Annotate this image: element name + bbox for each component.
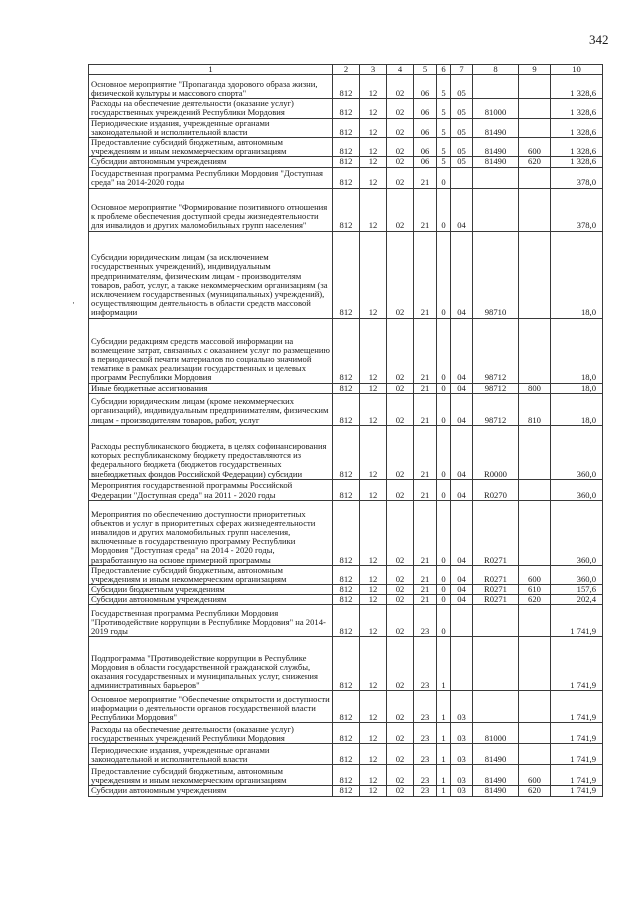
row-description: Расходы республиканского бюджета, в целях софинансирования которых республиканскому бюджету предоставляются из федерального бюджета (бюджетов государственных внебюджетных фондов Российской Федерации) субсидии [89,425,333,479]
code-direction: 98710 [473,231,519,318]
code-expense-type [519,479,551,500]
code-ministry: 812 [333,723,360,744]
code-program: 21 [414,188,437,231]
code-subsection: 02 [387,118,414,137]
row-description: Мероприятия по обеспечению доступности приоритетных объектов и услуг в приоритетных сферах жизнедеятельности инвалидов и других маломобильных групп населения, включенные в государственную программу Республики Мордовия "Доступная среда" на 2014 - 2020 годы, разработанную на основе примерной программы [89,500,333,565]
code-ministry: 812 [333,637,360,691]
amount: 18,0 [551,383,603,393]
code-direction: 81490 [473,157,519,167]
code-section: 12 [360,786,387,796]
code-expense-type [519,723,551,744]
code-ministry: 812 [333,75,360,99]
header-cell: 8 [473,65,519,75]
code-subprogram: 0 [437,167,451,188]
code-subprogram: 5 [437,99,451,118]
code-subprogram: 0 [437,188,451,231]
code-subprogram: 0 [437,479,451,500]
table-row [89,637,603,691]
code-measure: 04 [451,188,473,231]
amount: 1 328,6 [551,118,603,137]
code-ministry: 812 [333,167,360,188]
amount: 360,0 [551,479,603,500]
row-description: Основное мероприятие "Пропаганда здорового образа жизни, физической культуры и массового спорта" [89,75,333,99]
code-direction: R0271 [473,500,519,565]
code-program: 23 [414,637,437,691]
header-cell: 6 [437,65,451,75]
code-subsection: 02 [387,585,414,595]
code-program: 21 [414,585,437,595]
code-direction [473,75,519,99]
amount: 1 741,9 [551,765,603,786]
code-subprogram: 1 [437,691,451,723]
code-subprogram: 0 [437,595,451,605]
code-expense-type [519,691,551,723]
code-measure: 03 [451,765,473,786]
code-section: 12 [360,585,387,595]
code-section: 12 [360,565,387,584]
row-description: Субсидии автономным учреждениям [89,157,333,167]
code-ministry: 812 [333,786,360,796]
code-measure: 04 [451,479,473,500]
code-direction: 81490 [473,765,519,786]
code-program: 21 [414,425,437,479]
code-ministry: 812 [333,744,360,765]
code-section: 12 [360,479,387,500]
code-measure: 05 [451,99,473,118]
code-program: 23 [414,723,437,744]
code-direction: 81000 [473,723,519,744]
code-section: 12 [360,118,387,137]
table-header-row [89,65,603,75]
code-subprogram: 5 [437,118,451,137]
table-row [89,137,603,156]
code-subsection: 02 [387,318,414,383]
code-direction: 81490 [473,786,519,796]
code-measure: 04 [451,565,473,584]
amount: 360,0 [551,500,603,565]
code-expense-type: 600 [519,565,551,584]
code-program: 23 [414,691,437,723]
code-program: 21 [414,479,437,500]
code-ministry: 812 [333,585,360,595]
code-section: 12 [360,605,387,637]
row-description: Подпрограмма "Противодействие коррупции в Республике Мордовия в области государственной гражданской службы, оказания государственных и муниципальных услуг, снижения административных барьеров" [89,637,333,691]
code-subsection: 02 [387,383,414,393]
table-row [89,585,603,595]
code-expense-type [519,637,551,691]
code-ministry: 812 [333,691,360,723]
code-ministry: 812 [333,157,360,167]
code-subprogram: 0 [437,425,451,479]
code-direction: 81490 [473,744,519,765]
code-measure: 03 [451,744,473,765]
code-subsection: 02 [387,157,414,167]
code-direction [473,188,519,231]
table-row [89,75,603,99]
code-section: 12 [360,595,387,605]
code-measure: 05 [451,75,473,99]
code-expense-type: 810 [519,393,551,425]
code-measure: 03 [451,723,473,744]
amount: 1 328,6 [551,157,603,167]
code-section: 12 [360,137,387,156]
header-cell: 7 [451,65,473,75]
code-direction: 81490 [473,137,519,156]
row-description: Государственная программа Республики Мордовия "Противодействие коррупции в Республике Мордовия" на 2014-2019 годы [89,605,333,637]
code-subprogram: 0 [437,565,451,584]
code-subprogram: 1 [437,786,451,796]
code-section: 12 [360,318,387,383]
code-measure [451,605,473,637]
code-program: 21 [414,595,437,605]
code-measure: 04 [451,585,473,595]
code-section: 12 [360,393,387,425]
row-description: Предоставление субсидий бюджетным, автономным учреждениям и иным некоммерческим организациям [89,137,333,156]
code-program: 23 [414,744,437,765]
code-program: 23 [414,786,437,796]
row-description: Субсидии автономным учреждениям [89,595,333,605]
code-section: 12 [360,157,387,167]
code-direction: R0271 [473,585,519,595]
budget-table [88,64,603,797]
amount: 18,0 [551,393,603,425]
amount: 1 741,9 [551,637,603,691]
code-section: 12 [360,231,387,318]
code-expense-type [519,318,551,383]
table-row [89,744,603,765]
code-ministry: 812 [333,137,360,156]
code-subsection: 02 [387,744,414,765]
code-measure: 04 [451,500,473,565]
code-program: 21 [414,167,437,188]
code-program: 06 [414,137,437,156]
code-subprogram: 0 [437,318,451,383]
code-program: 21 [414,393,437,425]
code-ministry: 812 [333,765,360,786]
code-direction: 98712 [473,393,519,425]
code-direction: 81000 [473,99,519,118]
code-subprogram: 5 [437,137,451,156]
code-measure: 03 [451,786,473,796]
code-subsection: 02 [387,605,414,637]
code-subsection: 02 [387,99,414,118]
amount: 1 328,6 [551,137,603,156]
header-cell: 5 [414,65,437,75]
table-row [89,118,603,137]
page-number: 342 [589,32,609,47]
table-row [89,595,603,605]
code-program: 21 [414,231,437,318]
code-subprogram: 0 [437,500,451,565]
amount: 18,0 [551,318,603,383]
table-row [89,723,603,744]
amount: 202,4 [551,595,603,605]
header-cell: 3 [360,65,387,75]
code-subprogram: 0 [437,605,451,637]
code-direction [473,691,519,723]
code-program: 23 [414,765,437,786]
code-expense-type [519,605,551,637]
code-section: 12 [360,744,387,765]
amount: 378,0 [551,167,603,188]
code-expense-type [519,167,551,188]
code-measure: 05 [451,137,473,156]
code-direction: R0271 [473,565,519,584]
code-expense-type: 610 [519,585,551,595]
code-subsection: 02 [387,786,414,796]
code-ministry: 812 [333,318,360,383]
code-program: 06 [414,157,437,167]
code-program: 06 [414,99,437,118]
table-row [89,188,603,231]
row-description: Основное мероприятие "Формирование позитивного отношения к проблеме обеспечения доступной среды жизнедеятельности для инвалидов и других маломобильных групп населения" [89,188,333,231]
code-measure: 04 [451,425,473,479]
amount: 157,6 [551,585,603,595]
code-subprogram: 5 [437,75,451,99]
table-row [89,318,603,383]
code-measure: 04 [451,393,473,425]
row-description: Периодические издания, учрежденные органами законодательной и исполнительной власти [89,744,333,765]
code-subprogram: 0 [437,393,451,425]
table-row [89,479,603,500]
code-section: 12 [360,637,387,691]
code-section: 12 [360,188,387,231]
code-measure: 04 [451,383,473,393]
row-description: Субсидии автономным учреждениям [89,786,333,796]
code-subsection: 02 [387,500,414,565]
code-subsection: 02 [387,137,414,156]
code-section: 12 [360,167,387,188]
amount: 1 328,6 [551,99,603,118]
code-measure [451,167,473,188]
code-section: 12 [360,723,387,744]
code-measure: 04 [451,318,473,383]
amount: 378,0 [551,188,603,231]
code-direction: 98712 [473,318,519,383]
code-section: 12 [360,425,387,479]
table-row [89,231,603,318]
table-row [89,605,603,637]
amount: 1 741,9 [551,605,603,637]
code-expense-type [519,500,551,565]
row-description: Расходы на обеспечение деятельности (оказание услуг) государственных учреждений Республики Мордовия [89,99,333,118]
row-description: Предоставление субсидий бюджетным, автономным учреждениям и иным некоммерческим организациям [89,765,333,786]
code-direction [473,605,519,637]
code-direction: 81490 [473,118,519,137]
amount: 1 741,9 [551,691,603,723]
code-direction: 98712 [473,383,519,393]
amount: 1 741,9 [551,786,603,796]
code-expense-type: 600 [519,765,551,786]
code-subsection: 02 [387,637,414,691]
code-subprogram: 5 [437,157,451,167]
code-expense-type: 620 [519,786,551,796]
code-subprogram: 0 [437,383,451,393]
code-ministry: 812 [333,500,360,565]
code-ministry: 812 [333,99,360,118]
code-expense-type: 620 [519,157,551,167]
code-subsection: 02 [387,595,414,605]
code-subsection: 02 [387,425,414,479]
code-subprogram: 1 [437,765,451,786]
amount: 1 741,9 [551,744,603,765]
row-description: Государственная программа Республики Мордовия "Доступная среда" на 2014-2020 годы [89,167,333,188]
code-section: 12 [360,383,387,393]
code-subsection: 02 [387,765,414,786]
code-subprogram: 1 [437,637,451,691]
code-expense-type: 800 [519,383,551,393]
amount: 1 328,6 [551,75,603,99]
code-section: 12 [360,691,387,723]
header-cell: 9 [519,65,551,75]
table-row [89,565,603,584]
table-body [89,65,603,797]
code-ministry: 812 [333,118,360,137]
code-subsection: 02 [387,565,414,584]
code-ministry: 812 [333,595,360,605]
code-section: 12 [360,765,387,786]
row-description: Субсидии юридическим лицам (за исключением государственных учреждений), индивидуальным предпринимателям, физическим лицам - производителям товаров, работ, услуг, а также некоммерческим организациям (за исключением государственных (муниципальных) учреждений), осуществляющим деятельность в области средств массовой информации [89,231,333,318]
code-ministry: 812 [333,383,360,393]
code-ministry: 812 [333,188,360,231]
code-subprogram: 1 [437,744,451,765]
amount: 18,0 [551,231,603,318]
code-program: 23 [414,605,437,637]
table-row [89,157,603,167]
code-program: 06 [414,75,437,99]
amount: 360,0 [551,425,603,479]
code-program: 21 [414,500,437,565]
row-description: Периодические издания, учрежденные органами законодательной и исполнительной власти [89,118,333,137]
table-row [89,167,603,188]
code-ministry: 812 [333,425,360,479]
code-direction: R0271 [473,595,519,605]
header-cell: 10 [551,65,603,75]
row-description: Основное мероприятие "Обеспечение открытости и доступности информации о деятельности органов государственной власти Республики Мордовия" [89,691,333,723]
table-row [89,383,603,393]
row-description: Иные бюджетные ассигнования [89,383,333,393]
table-row [89,786,603,796]
code-measure: 03 [451,691,473,723]
table-row [89,691,603,723]
code-subsection: 02 [387,479,414,500]
row-description: Субсидии бюджетным учреждениям [89,585,333,595]
code-subsection: 02 [387,167,414,188]
code-ministry: 812 [333,479,360,500]
code-expense-type [519,744,551,765]
code-direction [473,167,519,188]
code-ministry: 812 [333,565,360,584]
code-measure: 04 [451,595,473,605]
code-subprogram: 0 [437,231,451,318]
code-measure: 05 [451,157,473,167]
code-direction [473,637,519,691]
code-expense-type [519,118,551,137]
row-description: Субсидии редакциям средств массовой информации на возмещение затрат, связанных с оказанием услуг по размещению в периодической печати материалов по социально значимой тематике в рамках реализации государственных и целевых программ Республики Мордовия [89,318,333,383]
code-subsection: 02 [387,231,414,318]
code-expense-type [519,425,551,479]
table-row [89,99,603,118]
code-ministry: 812 [333,393,360,425]
code-subsection: 02 [387,691,414,723]
table-row [89,425,603,479]
row-description: Мероприятия государственной программы Российской Федерации "Доступная среда" на 2011 - 2020 годы [89,479,333,500]
code-subsection: 02 [387,75,414,99]
row-description: Расходы на обеспечение деятельности (оказание услуг) государственных учреждений Республики Мордовия [89,723,333,744]
header-cell: 2 [333,65,360,75]
code-expense-type [519,188,551,231]
code-direction: R0000 [473,425,519,479]
code-ministry: 812 [333,605,360,637]
code-subprogram: 1 [437,723,451,744]
code-section: 12 [360,500,387,565]
table-row [89,765,603,786]
code-subprogram: 0 [437,585,451,595]
code-section: 12 [360,99,387,118]
code-measure: 05 [451,118,473,137]
row-description: Субсидии юридическим лицам (кроме некоммерческих организаций), индивидуальным предпринимателям, физическим лицам - производителям товаров, работ, услуг [89,393,333,425]
code-ministry: 812 [333,231,360,318]
code-measure: 04 [451,231,473,318]
amount: 1 741,9 [551,723,603,744]
code-program: 21 [414,565,437,584]
code-expense-type [519,75,551,99]
code-program: 06 [414,118,437,137]
table-row [89,393,603,425]
margin-mark: · [72,298,75,308]
code-section: 12 [360,75,387,99]
code-subsection: 02 [387,188,414,231]
header-cell: 4 [387,65,414,75]
code-expense-type: 620 [519,595,551,605]
code-direction: R0270 [473,479,519,500]
code-subsection: 02 [387,723,414,744]
code-expense-type [519,231,551,318]
header-cell: 1 [89,65,333,75]
table-row [89,500,603,565]
code-program: 21 [414,383,437,393]
code-measure [451,637,473,691]
code-program: 21 [414,318,437,383]
code-expense-type: 600 [519,137,551,156]
amount: 360,0 [551,565,603,584]
code-expense-type [519,99,551,118]
row-description: Предоставление субсидий бюджетным, автономным учреждениям и иным некоммерческим организациям [89,565,333,584]
code-subsection: 02 [387,393,414,425]
